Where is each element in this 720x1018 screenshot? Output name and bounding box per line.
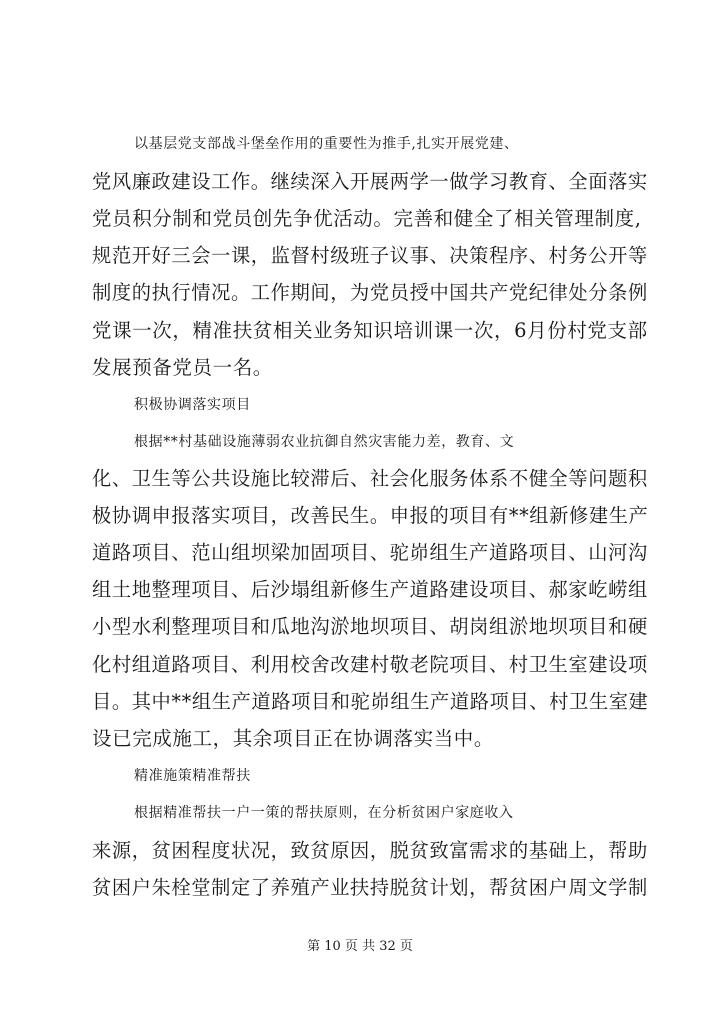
text-line: 以基层党支部战斗堡垒作用的重要性为推手,扎实开展党建、 (134, 136, 519, 152)
section-heading: 精准施策精准帮扶 (134, 768, 251, 784)
text-line: 根据**村基础设施薄弱农业抗御自然灾害能力差，教育、文 (134, 434, 515, 450)
page-number-footer: 第 10 页 共 32 页 (307, 939, 413, 954)
text-line: 道路项目、范山组坝梁加固项目、驼峁组生产道路项目、山河沟 (92, 541, 648, 564)
text-line: 贫困户朱栓堂制定了养殖产业扶持脱贫计划，帮贫困户周文学制 (92, 876, 648, 899)
text-line: 极协调申报落实项目，改善民生。申报的项目有**组新修建生产 (92, 504, 649, 527)
text-line: 化村组道路项目、利用校舍改建村敬老院项目、村卫生室建设项 (92, 653, 648, 676)
text-line: 小型水利整理项目和瓜地沟淤地坝项目、胡岗组淤地坝项目和硬 (92, 615, 648, 638)
text-line: 党风廉政建设工作。继续深入开展两学一做学习教育、全面落实 (92, 170, 648, 193)
text-line: 化、卫生等公共设施比较滞后、社会化服务体系不健全等问题积 (92, 467, 648, 490)
text-line: 发展预备党员一名。 (92, 356, 273, 379)
text-line: 来源，贫困程度状况，致贫原因，脱贫致富需求的基础上，帮助 (92, 839, 648, 862)
text-line: 党员积分制和党员创先争优活动。完善和健全了相关管理制度, (92, 207, 642, 230)
section-heading: 积极协调落实项目 (134, 397, 251, 413)
text-line: 根据精准帮扶一户一策的帮扶原则，在分析贫困户家庭收入 (134, 805, 514, 821)
text-line: 目。其中**组生产道路项目和驼峁组生产道路项目、村卫生室建 (92, 690, 649, 713)
text-line: 制度的执行情况。工作期间，为党员授中国共产党纪律处分条例 (92, 281, 648, 304)
text-line: 党课一次，精准扶贫相关业务知识培训课一次，6月份村党支部 (92, 319, 648, 342)
text-line: 组土地整理项目、后沙塌组新修生产道路建设项目、郝家屹崂组 (92, 578, 648, 601)
text-line: 规范开好三会一课，监督村级班子议事、决策程序、村务公开等 (92, 244, 648, 267)
text-line: 设已完成施工，其余项目正在协调落实当中。 (92, 727, 495, 750)
